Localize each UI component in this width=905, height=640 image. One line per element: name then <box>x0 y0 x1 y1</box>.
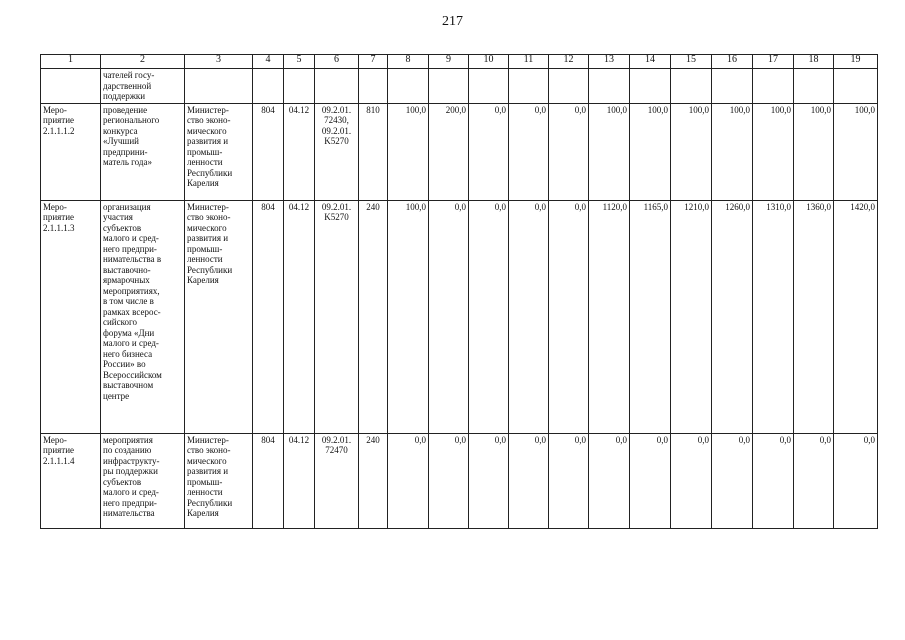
cell-col-7: 810 <box>359 103 388 200</box>
cell-col-7: 240 <box>359 200 388 433</box>
cell-col-4 <box>253 69 284 104</box>
cell-col-2: мероприятия по созданию инфраструкту- ры поддержки субъектов малого и сред- него предпри- нимательства <box>101 433 185 528</box>
cell-col-12: 0,0 <box>549 433 589 528</box>
cell-col-17: 1310,0 <box>753 200 794 433</box>
column-header-8: 8 <box>388 55 429 69</box>
cell-col-14: 100,0 <box>630 103 671 200</box>
cell-col-13: 1120,0 <box>589 200 630 433</box>
column-header-1: 1 <box>41 55 101 69</box>
event-row-2-1-1-1-3 <box>41 200 878 433</box>
cell-col-7: 240 <box>359 433 388 528</box>
cell-col-11: 0,0 <box>509 103 549 200</box>
cell-col-19: 0,0 <box>834 433 878 528</box>
cell-col-9 <box>429 69 469 104</box>
column-header-15: 15 <box>671 55 712 69</box>
cell-col-10: 0,0 <box>469 103 509 200</box>
cell-col-6: 09.2.01. 72470 <box>315 433 359 528</box>
cell-col-9: 200,0 <box>429 103 469 200</box>
event-row-2-1-1-1-4 <box>41 433 878 528</box>
header-row <box>41 55 878 69</box>
cell-col-17 <box>753 69 794 104</box>
column-header-17: 17 <box>753 55 794 69</box>
cell-col-16: 0,0 <box>712 433 753 528</box>
cell-col-4: 804 <box>253 103 284 200</box>
cell-col-2: чателей госу- дарственной поддержки <box>101 69 185 104</box>
cell-col-11: 0,0 <box>509 200 549 433</box>
cell-col-19 <box>834 69 878 104</box>
cell-col-13: 0,0 <box>589 433 630 528</box>
cell-col-14: 1165,0 <box>630 200 671 433</box>
cell-col-15: 1210,0 <box>671 200 712 433</box>
cell-col-17: 100,0 <box>753 103 794 200</box>
cell-col-18: 1360,0 <box>794 200 834 433</box>
cell-col-4: 804 <box>253 200 284 433</box>
cell-col-13 <box>589 69 630 104</box>
cell-col-12 <box>549 69 589 104</box>
cell-col-10 <box>469 69 509 104</box>
budget-table <box>40 54 878 529</box>
cell-col-6: 09.2.01. 72430, 09.2.01. K5270 <box>315 103 359 200</box>
cell-col-15: 100,0 <box>671 103 712 200</box>
cell-col-2: организация участия субъектов малого и сред- него предпри- нимательства в выставочно- ярмарочных мероприятиях, в том числе в рамках всерос- сийского форума «Дни малого и сред- него бизнеса России» во Всероссийском выставочном центре <box>101 200 185 433</box>
cell-col-8: 100,0 <box>388 103 429 200</box>
cell-col-9: 0,0 <box>429 200 469 433</box>
cell-col-3: Министер- ство эконо- мического развития и промыш- ленности Республики Карелия <box>185 103 253 200</box>
cell-col-8: 100,0 <box>388 200 429 433</box>
cell-col-1: Меро- приятие 2.1.1.1.2 <box>41 103 101 200</box>
cell-col-3: Министер- ство эконо- мического развития и промыш- ленности Республики Карелия <box>185 433 253 528</box>
cell-col-10: 0,0 <box>469 200 509 433</box>
column-header-19: 19 <box>834 55 878 69</box>
cell-col-15 <box>671 69 712 104</box>
cell-col-8: 0,0 <box>388 433 429 528</box>
cell-col-11: 0,0 <box>509 433 549 528</box>
cell-col-19: 1420,0 <box>834 200 878 433</box>
column-header-9: 9 <box>429 55 469 69</box>
column-header-11: 11 <box>509 55 549 69</box>
cell-col-3: Министер- ство эконо- мического развития и промыш- ленности Республики Карелия <box>185 200 253 433</box>
cell-col-6: 09.2.01. K5270 <box>315 200 359 433</box>
column-header-14: 14 <box>630 55 671 69</box>
cell-col-13: 100,0 <box>589 103 630 200</box>
cell-col-6 <box>315 69 359 104</box>
cell-col-18: 100,0 <box>794 103 834 200</box>
cell-col-16: 100,0 <box>712 103 753 200</box>
cell-col-10: 0,0 <box>469 433 509 528</box>
cell-col-5: 04.12 <box>284 103 315 200</box>
column-header-18: 18 <box>794 55 834 69</box>
cell-col-5: 04.12 <box>284 433 315 528</box>
cell-col-8 <box>388 69 429 104</box>
cell-col-1 <box>41 69 101 104</box>
cell-col-12: 0,0 <box>549 200 589 433</box>
column-header-5: 5 <box>284 55 315 69</box>
cell-col-2: проведение регионального конкурса «Лучший предприни- матель года» <box>101 103 185 200</box>
cell-col-4: 804 <box>253 433 284 528</box>
cell-col-5 <box>284 69 315 104</box>
cell-col-14 <box>630 69 671 104</box>
column-header-6: 6 <box>315 55 359 69</box>
cell-col-18 <box>794 69 834 104</box>
page-number: 217 <box>442 14 463 29</box>
cell-col-15: 0,0 <box>671 433 712 528</box>
cell-col-5: 04.12 <box>284 200 315 433</box>
cell-col-11 <box>509 69 549 104</box>
column-header-2: 2 <box>101 55 185 69</box>
cell-col-16 <box>712 69 753 104</box>
event-row-2-1-1-1-2 <box>41 103 878 200</box>
cell-col-17: 0,0 <box>753 433 794 528</box>
column-header-12: 12 <box>549 55 589 69</box>
cell-col-19: 100,0 <box>834 103 878 200</box>
cell-col-9: 0,0 <box>429 433 469 528</box>
column-header-13: 13 <box>589 55 630 69</box>
cell-col-7 <box>359 69 388 104</box>
cell-col-12: 0,0 <box>549 103 589 200</box>
column-header-3: 3 <box>185 55 253 69</box>
column-header-16: 16 <box>712 55 753 69</box>
cell-col-14: 0,0 <box>630 433 671 528</box>
cell-col-1: Меро- приятие 2.1.1.1.3 <box>41 200 101 433</box>
column-header-10: 10 <box>469 55 509 69</box>
cell-col-1: Меро- приятие 2.1.1.1.4 <box>41 433 101 528</box>
column-header-7: 7 <box>359 55 388 69</box>
cell-col-3 <box>185 69 253 104</box>
cell-col-16: 1260,0 <box>712 200 753 433</box>
table-body <box>41 55 878 529</box>
column-header-4: 4 <box>253 55 284 69</box>
continuation-row <box>41 69 878 104</box>
cell-col-18: 0,0 <box>794 433 834 528</box>
